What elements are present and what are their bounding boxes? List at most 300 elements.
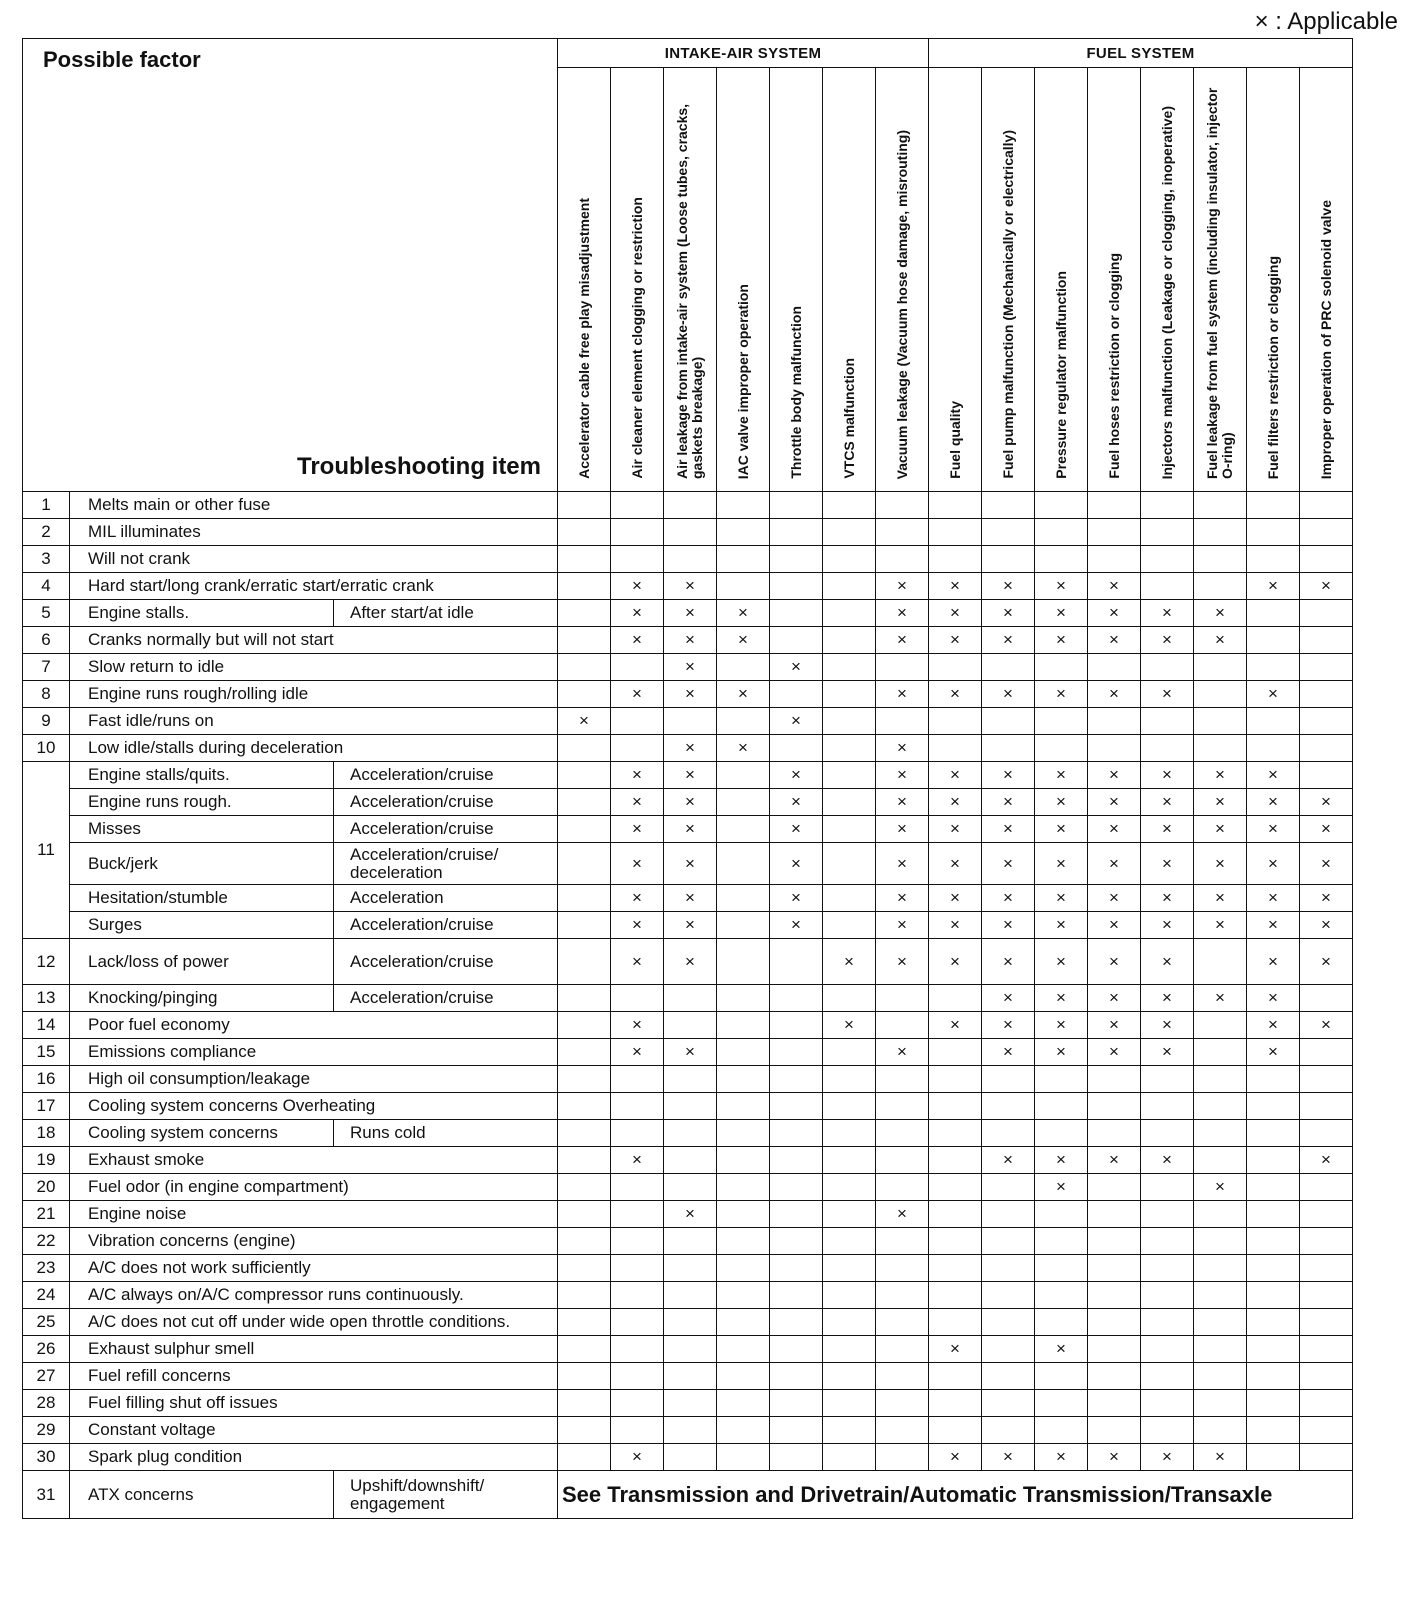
applicable-mark: × bbox=[1088, 573, 1141, 600]
applicable-mark: × bbox=[1194, 1444, 1247, 1471]
empty-cell bbox=[982, 1336, 1035, 1363]
empty-cell bbox=[558, 885, 611, 912]
empty-cell bbox=[770, 1039, 823, 1066]
empty-cell bbox=[876, 1228, 929, 1255]
empty-cell bbox=[770, 1363, 823, 1390]
applicable-mark: × bbox=[982, 912, 1035, 939]
empty-cell bbox=[1300, 1039, 1353, 1066]
factor-column-label: Throttle body malfunction bbox=[787, 306, 804, 479]
empty-cell bbox=[1247, 708, 1300, 735]
item-number: 13 bbox=[23, 985, 70, 1012]
applicable-mark: × bbox=[929, 939, 982, 985]
troubleshooting-table bbox=[22, 38, 1353, 1519]
empty-cell bbox=[1194, 1390, 1247, 1417]
empty-cell bbox=[1300, 1120, 1353, 1147]
item-number: 15 bbox=[23, 1039, 70, 1066]
empty-cell bbox=[717, 1093, 770, 1120]
applicable-mark: × bbox=[876, 762, 929, 789]
empty-cell bbox=[823, 708, 876, 735]
applicable-mark: × bbox=[770, 843, 823, 885]
table-row bbox=[23, 1390, 1353, 1417]
empty-cell bbox=[876, 1066, 929, 1093]
table-row bbox=[23, 912, 1353, 939]
empty-cell bbox=[1247, 1255, 1300, 1282]
empty-cell bbox=[876, 519, 929, 546]
applicable-mark: × bbox=[664, 1201, 717, 1228]
empty-cell bbox=[558, 627, 611, 654]
empty-cell bbox=[876, 1444, 929, 1471]
empty-cell bbox=[1247, 546, 1300, 573]
applicable-mark: × bbox=[1194, 627, 1247, 654]
applicable-mark: × bbox=[876, 1201, 929, 1228]
table-row bbox=[23, 1255, 1353, 1282]
applicable-mark: × bbox=[929, 573, 982, 600]
empty-cell bbox=[558, 762, 611, 789]
empty-cell bbox=[823, 1282, 876, 1309]
applicable-mark: × bbox=[1247, 681, 1300, 708]
empty-cell bbox=[558, 1336, 611, 1363]
empty-cell bbox=[1088, 735, 1141, 762]
empty-cell bbox=[823, 681, 876, 708]
applicable-mark: × bbox=[1141, 1444, 1194, 1471]
empty-cell bbox=[1194, 1228, 1247, 1255]
item-number: 16 bbox=[23, 1066, 70, 1093]
empty-cell bbox=[770, 1174, 823, 1201]
empty-cell bbox=[611, 985, 664, 1012]
applicable-mark: × bbox=[611, 627, 664, 654]
troubleshooting-item: Emissions compliance bbox=[70, 1039, 558, 1066]
empty-cell bbox=[1194, 1417, 1247, 1444]
empty-cell bbox=[876, 1093, 929, 1120]
empty-cell bbox=[770, 1417, 823, 1444]
factor-column-label: Injectors malfunction (Leakage or clogging, inoperative) bbox=[1158, 105, 1175, 479]
applicable-mark: × bbox=[1088, 762, 1141, 789]
table-row bbox=[23, 1417, 1353, 1444]
empty-cell bbox=[558, 985, 611, 1012]
empty-cell bbox=[717, 492, 770, 519]
applicable-mark: × bbox=[1035, 816, 1088, 843]
empty-cell bbox=[717, 885, 770, 912]
table-row bbox=[23, 1120, 1353, 1147]
empty-cell bbox=[929, 985, 982, 1012]
empty-cell bbox=[1194, 939, 1247, 985]
empty-cell bbox=[611, 1093, 664, 1120]
applicable-mark: × bbox=[1035, 912, 1088, 939]
empty-cell bbox=[1035, 1066, 1088, 1093]
item-number: 2 bbox=[23, 519, 70, 546]
factor-column-header bbox=[1247, 68, 1300, 492]
item-number: 17 bbox=[23, 1093, 70, 1120]
applicable-mark: × bbox=[1035, 885, 1088, 912]
table-row bbox=[23, 885, 1353, 912]
empty-cell bbox=[1035, 1093, 1088, 1120]
empty-cell bbox=[823, 735, 876, 762]
applicable-mark: × bbox=[876, 885, 929, 912]
troubleshooting-item: Misses bbox=[70, 816, 334, 843]
empty-cell bbox=[929, 735, 982, 762]
empty-cell bbox=[770, 1390, 823, 1417]
applicable-mark: × bbox=[611, 1039, 664, 1066]
empty-cell bbox=[876, 546, 929, 573]
applicable-mark: × bbox=[611, 885, 664, 912]
empty-cell bbox=[611, 546, 664, 573]
applicable-mark: × bbox=[1035, 939, 1088, 985]
applicable-mark: × bbox=[611, 573, 664, 600]
empty-cell bbox=[558, 912, 611, 939]
applicable-mark: × bbox=[1035, 789, 1088, 816]
empty-cell bbox=[717, 1066, 770, 1093]
empty-cell bbox=[876, 1174, 929, 1201]
empty-cell bbox=[876, 1309, 929, 1336]
applicable-mark: × bbox=[1088, 600, 1141, 627]
applicable-mark: × bbox=[1247, 985, 1300, 1012]
factor-column-header bbox=[1300, 68, 1353, 492]
empty-cell bbox=[611, 1174, 664, 1201]
empty-cell bbox=[558, 843, 611, 885]
applicable-mark: × bbox=[1141, 762, 1194, 789]
item-number: 14 bbox=[23, 1012, 70, 1039]
empty-cell bbox=[664, 1282, 717, 1309]
empty-cell bbox=[558, 735, 611, 762]
empty-cell bbox=[1247, 1093, 1300, 1120]
applicable-mark: × bbox=[1300, 816, 1353, 843]
item-condition: Acceleration/cruise/ deceleration bbox=[334, 843, 558, 885]
empty-cell bbox=[611, 708, 664, 735]
troubleshooting-item: Knocking/pinging bbox=[70, 985, 334, 1012]
empty-cell bbox=[1088, 1417, 1141, 1444]
applicable-mark: × bbox=[1194, 762, 1247, 789]
applicable-mark: × bbox=[770, 762, 823, 789]
empty-cell bbox=[558, 600, 611, 627]
empty-cell bbox=[876, 1363, 929, 1390]
empty-cell bbox=[1300, 681, 1353, 708]
empty-cell bbox=[611, 735, 664, 762]
table-row bbox=[23, 627, 1353, 654]
empty-cell bbox=[664, 1147, 717, 1174]
empty-cell bbox=[929, 1120, 982, 1147]
applicable-mark: × bbox=[982, 1147, 1035, 1174]
applicable-mark: × bbox=[1194, 600, 1247, 627]
applicable-mark: × bbox=[982, 885, 1035, 912]
table-row bbox=[23, 1066, 1353, 1093]
applicable-mark: × bbox=[1247, 939, 1300, 985]
empty-cell bbox=[664, 1174, 717, 1201]
factor-column-label: Air cleaner element clogging or restriction bbox=[628, 197, 645, 479]
empty-cell bbox=[982, 1201, 1035, 1228]
empty-cell bbox=[664, 1066, 717, 1093]
applicable-mark: × bbox=[876, 681, 929, 708]
table-row bbox=[23, 1201, 1353, 1228]
applicable-mark: × bbox=[1247, 573, 1300, 600]
item-number: 6 bbox=[23, 627, 70, 654]
empty-cell bbox=[558, 546, 611, 573]
troubleshooting-item: Hesitation/stumble bbox=[70, 885, 334, 912]
empty-cell bbox=[611, 1228, 664, 1255]
applicable-mark: × bbox=[1035, 600, 1088, 627]
empty-cell bbox=[1035, 1228, 1088, 1255]
empty-cell bbox=[1088, 1336, 1141, 1363]
empty-cell bbox=[664, 1444, 717, 1471]
empty-cell bbox=[1088, 492, 1141, 519]
empty-cell bbox=[1194, 573, 1247, 600]
applicable-mark: × bbox=[1088, 939, 1141, 985]
empty-cell bbox=[1300, 1201, 1353, 1228]
applicable-mark: × bbox=[664, 1039, 717, 1066]
empty-cell bbox=[1088, 1201, 1141, 1228]
applicable-mark: × bbox=[1141, 1039, 1194, 1066]
factor-column-header bbox=[664, 68, 717, 492]
empty-cell bbox=[1141, 1120, 1194, 1147]
empty-cell bbox=[1194, 546, 1247, 573]
item-number: 25 bbox=[23, 1309, 70, 1336]
empty-cell bbox=[1194, 735, 1247, 762]
empty-cell bbox=[558, 1228, 611, 1255]
empty-cell bbox=[929, 1174, 982, 1201]
applicable-mark: × bbox=[929, 1012, 982, 1039]
group-header-row bbox=[23, 39, 1353, 68]
empty-cell bbox=[558, 1039, 611, 1066]
empty-cell bbox=[1247, 654, 1300, 681]
item-condition: Acceleration/cruise bbox=[334, 789, 558, 816]
applicable-mark: × bbox=[664, 789, 717, 816]
empty-cell bbox=[558, 789, 611, 816]
empty-cell bbox=[929, 1093, 982, 1120]
empty-cell bbox=[770, 681, 823, 708]
empty-cell bbox=[876, 1255, 929, 1282]
troubleshooting-item: A/C does not cut off under wide open throttle conditions. bbox=[70, 1309, 558, 1336]
empty-cell bbox=[717, 1363, 770, 1390]
factor-column-header bbox=[717, 68, 770, 492]
group-header: FUEL SYSTEM bbox=[929, 39, 1353, 68]
empty-cell bbox=[1088, 1066, 1141, 1093]
empty-cell bbox=[1088, 1228, 1141, 1255]
applicable-mark: × bbox=[770, 654, 823, 681]
empty-cell bbox=[929, 519, 982, 546]
empty-cell bbox=[1141, 1309, 1194, 1336]
empty-cell bbox=[823, 985, 876, 1012]
empty-cell bbox=[1247, 1363, 1300, 1390]
applicable-mark: × bbox=[929, 627, 982, 654]
empty-cell bbox=[1194, 1363, 1247, 1390]
applicable-mark: × bbox=[1300, 912, 1353, 939]
empty-cell bbox=[770, 1228, 823, 1255]
empty-cell bbox=[929, 1147, 982, 1174]
factor-column-header bbox=[1035, 68, 1088, 492]
empty-cell bbox=[717, 1147, 770, 1174]
empty-cell bbox=[1300, 492, 1353, 519]
empty-cell bbox=[982, 1174, 1035, 1201]
applicable-mark: × bbox=[1194, 985, 1247, 1012]
empty-cell bbox=[1035, 1417, 1088, 1444]
table-row bbox=[23, 762, 1353, 789]
empty-cell bbox=[611, 1417, 664, 1444]
applicable-mark: × bbox=[982, 789, 1035, 816]
applicable-mark: × bbox=[982, 573, 1035, 600]
empty-cell bbox=[929, 546, 982, 573]
header-corner bbox=[23, 39, 558, 492]
applicable-mark: × bbox=[929, 789, 982, 816]
empty-cell bbox=[717, 1336, 770, 1363]
empty-cell bbox=[1194, 681, 1247, 708]
applicable-mark: × bbox=[982, 1444, 1035, 1471]
empty-cell bbox=[770, 985, 823, 1012]
empty-cell bbox=[929, 708, 982, 735]
item-condition: Acceleration bbox=[334, 885, 558, 912]
empty-cell bbox=[1247, 519, 1300, 546]
empty-cell bbox=[558, 1120, 611, 1147]
applicable-mark: × bbox=[1300, 843, 1353, 885]
empty-cell bbox=[929, 1363, 982, 1390]
factor-column-header bbox=[770, 68, 823, 492]
factor-column-label: Fuel leakage from fuel system (including insulator, injector O-ring) bbox=[1204, 87, 1235, 479]
empty-cell bbox=[982, 654, 1035, 681]
empty-cell bbox=[1300, 1282, 1353, 1309]
troubleshooting-item: Fuel odor (in engine compartment) bbox=[70, 1174, 558, 1201]
applicable-mark: × bbox=[1088, 789, 1141, 816]
applicable-mark: × bbox=[611, 762, 664, 789]
applicable-mark: × bbox=[1088, 816, 1141, 843]
applicable-mark: × bbox=[1141, 1012, 1194, 1039]
empty-cell bbox=[1194, 1282, 1247, 1309]
empty-cell bbox=[1247, 1201, 1300, 1228]
applicable-mark: × bbox=[1194, 1174, 1247, 1201]
applicable-mark: × bbox=[876, 735, 929, 762]
empty-cell bbox=[876, 1336, 929, 1363]
empty-cell bbox=[1300, 1255, 1353, 1282]
empty-cell bbox=[1194, 519, 1247, 546]
empty-cell bbox=[1088, 519, 1141, 546]
empty-cell bbox=[1035, 492, 1088, 519]
item-condition: Acceleration/cruise bbox=[334, 939, 558, 985]
empty-cell bbox=[664, 492, 717, 519]
empty-cell bbox=[717, 654, 770, 681]
empty-cell bbox=[1141, 546, 1194, 573]
empty-cell bbox=[1300, 1093, 1353, 1120]
empty-cell bbox=[982, 1255, 1035, 1282]
empty-cell bbox=[1194, 1093, 1247, 1120]
empty-cell bbox=[558, 1417, 611, 1444]
applicable-mark: × bbox=[1035, 985, 1088, 1012]
item-number: 11 bbox=[23, 762, 70, 939]
applicable-mark: × bbox=[1141, 816, 1194, 843]
empty-cell bbox=[717, 1120, 770, 1147]
empty-cell bbox=[717, 1309, 770, 1336]
item-number: 19 bbox=[23, 1147, 70, 1174]
applicable-mark: × bbox=[664, 600, 717, 627]
empty-cell bbox=[1247, 1390, 1300, 1417]
applicable-mark: × bbox=[929, 816, 982, 843]
empty-cell bbox=[823, 816, 876, 843]
empty-cell bbox=[823, 1120, 876, 1147]
empty-cell bbox=[1300, 1066, 1353, 1093]
empty-cell bbox=[823, 1228, 876, 1255]
item-condition: Acceleration/cruise bbox=[334, 762, 558, 789]
empty-cell bbox=[1194, 492, 1247, 519]
applicable-mark: × bbox=[982, 762, 1035, 789]
empty-cell bbox=[1300, 1174, 1353, 1201]
applicable-mark: × bbox=[1035, 627, 1088, 654]
table-row bbox=[23, 1282, 1353, 1309]
item-number: 23 bbox=[23, 1255, 70, 1282]
empty-cell bbox=[611, 1255, 664, 1282]
empty-cell bbox=[982, 1309, 1035, 1336]
applicable-mark: × bbox=[1300, 939, 1353, 985]
empty-cell bbox=[1088, 546, 1141, 573]
empty-cell bbox=[823, 492, 876, 519]
empty-cell bbox=[1035, 1120, 1088, 1147]
applicable-mark: × bbox=[982, 816, 1035, 843]
item-number: 31 bbox=[23, 1471, 70, 1519]
applicable-mark: × bbox=[611, 600, 664, 627]
empty-cell bbox=[929, 1255, 982, 1282]
empty-cell bbox=[770, 1444, 823, 1471]
applicable-mark: × bbox=[876, 939, 929, 985]
applicable-mark: × bbox=[1088, 843, 1141, 885]
empty-cell bbox=[770, 1309, 823, 1336]
empty-cell bbox=[1088, 1390, 1141, 1417]
empty-cell bbox=[823, 1336, 876, 1363]
table-row bbox=[23, 1336, 1353, 1363]
empty-cell bbox=[558, 519, 611, 546]
empty-cell bbox=[1300, 735, 1353, 762]
empty-cell bbox=[1194, 1309, 1247, 1336]
empty-cell bbox=[929, 654, 982, 681]
empty-cell bbox=[558, 1282, 611, 1309]
empty-cell bbox=[664, 708, 717, 735]
factor-column-header bbox=[982, 68, 1035, 492]
empty-cell bbox=[823, 1255, 876, 1282]
applicable-mark: × bbox=[1300, 1147, 1353, 1174]
empty-cell bbox=[929, 1417, 982, 1444]
empty-cell bbox=[770, 600, 823, 627]
empty-cell bbox=[717, 1444, 770, 1471]
empty-cell bbox=[1300, 1228, 1353, 1255]
applicable-mark: × bbox=[611, 816, 664, 843]
item-number: 9 bbox=[23, 708, 70, 735]
applicable-mark: × bbox=[717, 681, 770, 708]
empty-cell bbox=[558, 1309, 611, 1336]
item-number: 1 bbox=[23, 492, 70, 519]
applicable-mark: × bbox=[929, 681, 982, 708]
table-body bbox=[23, 492, 1353, 1519]
empty-cell bbox=[1247, 627, 1300, 654]
applicable-mark: × bbox=[1088, 1039, 1141, 1066]
applicable-mark: × bbox=[611, 1012, 664, 1039]
empty-cell bbox=[1300, 1444, 1353, 1471]
applicable-mark: × bbox=[929, 843, 982, 885]
applicable-mark: × bbox=[611, 1147, 664, 1174]
empty-cell bbox=[558, 1066, 611, 1093]
item-number: 24 bbox=[23, 1282, 70, 1309]
empty-cell bbox=[717, 1228, 770, 1255]
applicable-mark: × bbox=[664, 573, 717, 600]
applicable-mark: × bbox=[664, 912, 717, 939]
empty-cell bbox=[664, 1255, 717, 1282]
applicable-mark: × bbox=[1194, 789, 1247, 816]
applicable-mark: × bbox=[664, 735, 717, 762]
empty-cell bbox=[1088, 1282, 1141, 1309]
applicable-mark: × bbox=[1141, 681, 1194, 708]
applicable-mark: × bbox=[1088, 885, 1141, 912]
applicable-mark: × bbox=[982, 843, 1035, 885]
empty-cell bbox=[982, 1228, 1035, 1255]
empty-cell bbox=[1247, 1282, 1300, 1309]
empty-cell bbox=[664, 1093, 717, 1120]
empty-cell bbox=[1088, 1363, 1141, 1390]
empty-cell bbox=[664, 985, 717, 1012]
troubleshooting-item: Slow return to idle bbox=[70, 654, 558, 681]
applicable-mark: × bbox=[929, 762, 982, 789]
